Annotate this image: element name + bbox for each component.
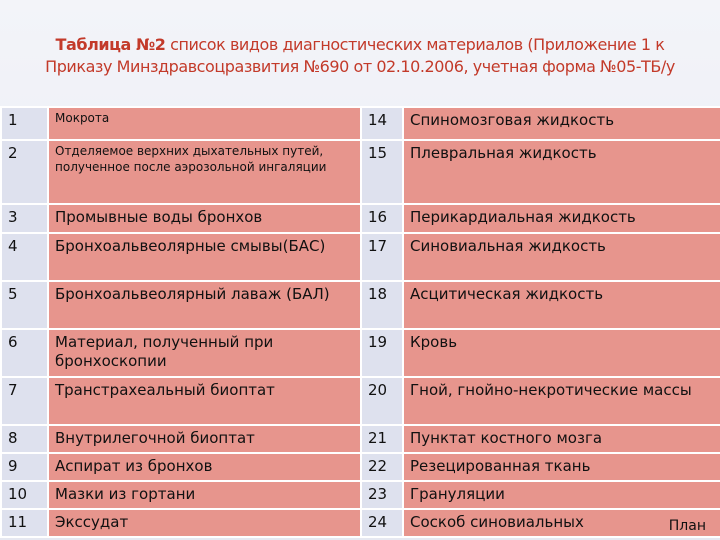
- material-left: Отделяемое верхних дыхательных путей, полученное после аэрозольной ингаляции: [48, 140, 361, 204]
- material-right: Плевральная жидкость: [403, 140, 720, 204]
- material-right: Кровь: [403, 329, 720, 377]
- row-number-left: 8: [1, 425, 48, 453]
- row-number-right: 18: [361, 281, 403, 329]
- material-left: Внутрилегочной биоптат: [48, 425, 361, 453]
- row-number-left: 4: [1, 233, 48, 281]
- row-number-right: 23: [361, 481, 403, 509]
- row-number-left: 3: [1, 204, 48, 233]
- page-title: [20, 34, 700, 78]
- row-number-right: 15: [361, 140, 403, 204]
- material-right: Грануляции: [403, 481, 720, 509]
- table-row: [1, 281, 720, 329]
- materials-table: [0, 106, 720, 538]
- table-row: [1, 481, 720, 509]
- row-number-left: 6: [1, 329, 48, 377]
- material-left: Мазки из гортани: [48, 481, 361, 509]
- material-right: Синовиальная жидкость: [403, 233, 720, 281]
- row-number-right: 20: [361, 377, 403, 425]
- row-number-left: 1: [1, 107, 48, 140]
- row-number-left: 5: [1, 281, 48, 329]
- material-right: Пунктат костного мозга: [403, 425, 720, 453]
- row-number-right: 16: [361, 204, 403, 233]
- material-left: Мокрота: [48, 107, 361, 140]
- title-text: список видов диагностических материалов (Приложение 1 к Приказу Минздравсоцразвития №690 от 02.10.2006, учетная форма №05-ТБ/у: [45, 35, 675, 76]
- row-number-right: 19: [361, 329, 403, 377]
- row-number-left: 10: [1, 481, 48, 509]
- title-bold: Таблица №2: [55, 35, 166, 54]
- material-left: Бронхоальвеолярные смывы(БАС): [48, 233, 361, 281]
- row-number-right: 14: [361, 107, 403, 140]
- material-right: Перикардиальная жидкость: [403, 204, 720, 233]
- material-right: Гной, гнойно-некротические массы: [403, 377, 720, 425]
- table-row: [1, 204, 720, 233]
- material-right: Резецированная ткань: [403, 453, 720, 481]
- table-row: [1, 233, 720, 281]
- material-left: Экссудат: [48, 509, 361, 537]
- table-row: [1, 425, 720, 453]
- table-row: [1, 329, 720, 377]
- material-left: Промывные воды бронхов: [48, 204, 361, 233]
- plan-link[interactable]: План: [668, 518, 706, 534]
- table-row: [1, 377, 720, 425]
- table-row: [1, 140, 720, 204]
- table-row: [1, 509, 720, 537]
- material-left: Аспират из бронхов: [48, 453, 361, 481]
- row-number-left: 11: [1, 509, 48, 537]
- material-right: Соскоб синовиальных: [403, 509, 720, 537]
- row-number-right: 24: [361, 509, 403, 537]
- row-number-left: 7: [1, 377, 48, 425]
- row-number-right: 22: [361, 453, 403, 481]
- row-number-left: 9: [1, 453, 48, 481]
- row-number-left: 2: [1, 140, 48, 204]
- material-left: Бронхоальвеолярный лаваж (БАЛ): [48, 281, 361, 329]
- row-number-right: 21: [361, 425, 403, 453]
- material-left: Материал, полученный при бронхоскопии: [48, 329, 361, 377]
- table-row: [1, 453, 720, 481]
- material-right: Спиномозговая жидкость: [403, 107, 720, 140]
- material-right: Асцитическая жидкость: [403, 281, 720, 329]
- row-number-right: 17: [361, 233, 403, 281]
- table-row: [1, 107, 720, 140]
- material-left: Транстрахеальный биоптат: [48, 377, 361, 425]
